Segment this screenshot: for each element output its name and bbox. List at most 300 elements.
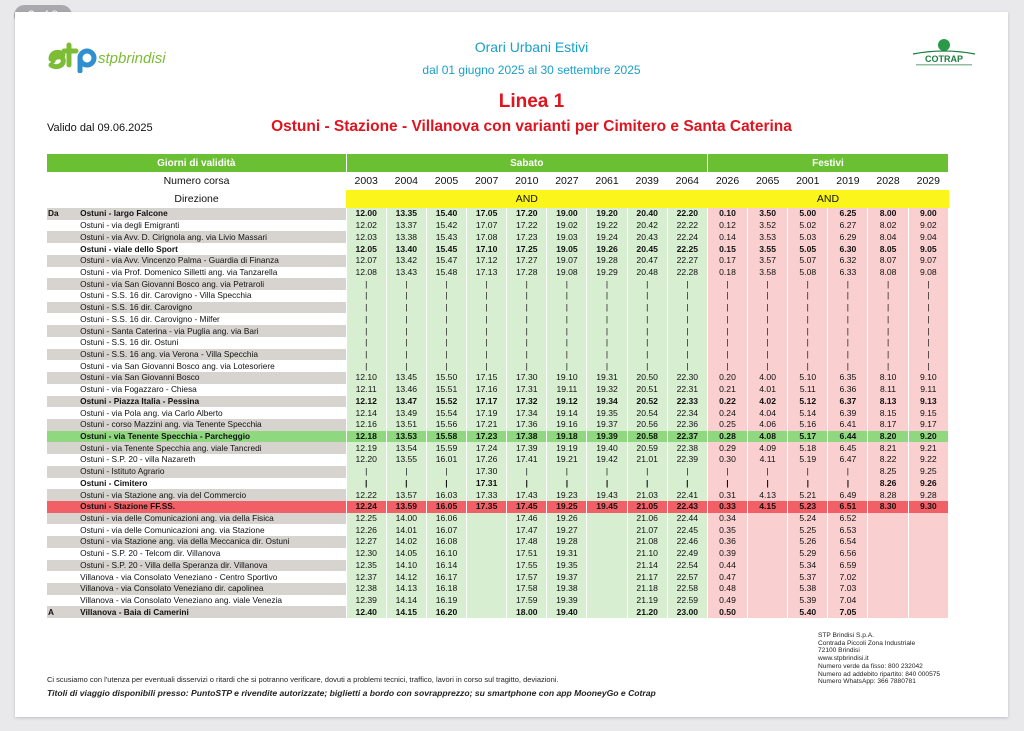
- timetable-row: [47, 267, 949, 279]
- departure-time: |: [828, 302, 868, 314]
- stop-name: Ostuni - Stazione FF.SS.: [77, 501, 346, 513]
- departure-time: [587, 571, 627, 583]
- departure-time: 22.39: [667, 454, 707, 466]
- departure-time: 16.19: [426, 595, 466, 607]
- timetable-row: [47, 243, 949, 255]
- departure-time: 17.51: [507, 548, 547, 560]
- departure-time: 19.16: [547, 419, 587, 431]
- departure-time: [467, 606, 507, 618]
- departure-time: 0.34: [707, 513, 747, 525]
- departure-time: 13.38: [386, 231, 426, 243]
- timetable-row: [47, 571, 949, 583]
- departure-time: 3.55: [748, 243, 788, 255]
- departure-time: 19.10: [547, 372, 587, 384]
- departure-time: |: [467, 278, 507, 290]
- departure-time: 0.14: [707, 231, 747, 243]
- stop-name: Ostuni - via San Giovanni Bosco ang. via Lotesoriere: [77, 360, 346, 372]
- departure-time: 17.07: [467, 220, 507, 232]
- departure-time: |: [547, 337, 587, 349]
- departure-time: |: [547, 278, 587, 290]
- departure-time: |: [828, 360, 868, 372]
- departure-time: 8.02: [868, 220, 908, 232]
- stop-name: Villanova - via Consolato Veneziano - Centro Sportivo: [77, 571, 346, 583]
- departure-time: 5.00: [788, 208, 828, 220]
- departure-time: 14.05: [386, 548, 426, 560]
- departure-time: |: [426, 278, 466, 290]
- departure-time: 5.25: [788, 524, 828, 536]
- departure-time: 22.27: [667, 255, 707, 267]
- departure-time: 6.30: [828, 243, 868, 255]
- departure-time: 5.39: [788, 595, 828, 607]
- departure-time: 16.17: [426, 571, 466, 583]
- departure-time: 12.25: [346, 513, 386, 525]
- tickets-note: Titoli di viaggio disponibili presso: PuntoSTP e rivendite autorizzate; biglietti a bordo con sovrapprezzo; su smartphone con app MooneyGo e Cotrap: [47, 688, 656, 698]
- departure-time: 8.00: [868, 208, 908, 220]
- departure-time: 22.58: [667, 583, 707, 595]
- departure-time: 21.03: [627, 489, 667, 501]
- timetable-row: [47, 208, 949, 220]
- departure-time: 12.02: [346, 220, 386, 232]
- departure-time: |: [868, 313, 908, 325]
- departure-time: 0.17: [707, 255, 747, 267]
- departure-time: 8.08: [868, 267, 908, 279]
- pdf-page: [15, 12, 1008, 717]
- departure-time: [868, 513, 908, 525]
- departure-time: |: [868, 337, 908, 349]
- departure-time: |: [908, 278, 948, 290]
- departure-time: |: [587, 349, 627, 361]
- stop-name: Ostuni - S.S. 16 dir. Carovigno: [77, 302, 346, 314]
- departure-time: 22.20: [667, 208, 707, 220]
- departure-time: |: [748, 278, 788, 290]
- departure-time: 17.30: [467, 466, 507, 478]
- departure-time: |: [386, 360, 426, 372]
- departure-time: 17.33: [467, 489, 507, 501]
- departure-time: 22.38: [667, 442, 707, 454]
- departure-time: 17.46: [507, 513, 547, 525]
- departure-time: [467, 536, 507, 548]
- departure-time: 21.20: [627, 606, 667, 618]
- departure-time: |: [627, 278, 667, 290]
- timetable-row: [47, 407, 949, 419]
- row-prefix: [47, 513, 77, 525]
- departure-time: 9.08: [908, 267, 948, 279]
- departure-time: |: [828, 325, 868, 337]
- departure-time: 17.38: [507, 431, 547, 443]
- departure-time: |: [587, 325, 627, 337]
- departure-time: |: [667, 278, 707, 290]
- departure-time: 22.22: [667, 220, 707, 232]
- departure-time: 8.20: [868, 431, 908, 443]
- departure-time: [868, 595, 908, 607]
- departure-time: 22.28: [667, 267, 707, 279]
- departure-time: [748, 548, 788, 560]
- departure-time: |: [748, 349, 788, 361]
- departure-time: [587, 560, 627, 572]
- departure-time: 17.23: [507, 231, 547, 243]
- departure-time: 19.32: [587, 384, 627, 396]
- departure-time: 13.54: [386, 442, 426, 454]
- departure-time: 3.58: [748, 267, 788, 279]
- departure-time: 0.29: [707, 442, 747, 454]
- departure-time: 6.59: [828, 560, 868, 572]
- departure-time: |: [788, 290, 828, 302]
- departure-time: 4.00: [748, 372, 788, 384]
- departure-time: 9.13: [908, 396, 948, 408]
- departure-time: |: [707, 337, 747, 349]
- departure-time: 17.13: [467, 267, 507, 279]
- departure-time: |: [467, 313, 507, 325]
- departure-time: 17.31: [507, 384, 547, 396]
- departure-time: 4.06: [748, 419, 788, 431]
- departure-time: 0.50: [707, 606, 747, 618]
- timetable-row: [47, 278, 949, 290]
- row-prefix: [47, 384, 77, 396]
- timetable-row: [47, 560, 949, 572]
- departure-time: 6.32: [828, 255, 868, 267]
- departure-time: 19.23: [547, 489, 587, 501]
- timetable-row: [47, 501, 949, 513]
- departure-time: 15.50: [426, 372, 466, 384]
- departure-time: 8.30: [868, 501, 908, 513]
- departure-time: |: [547, 325, 587, 337]
- row-prefix: [47, 571, 77, 583]
- row-prefix: [47, 466, 77, 478]
- departure-time: |: [627, 325, 667, 337]
- departure-time: 19.25: [547, 501, 587, 513]
- departure-time: |: [748, 466, 788, 478]
- departure-time: 19.19: [547, 442, 587, 454]
- departure-time: 17.35: [467, 501, 507, 513]
- departure-time: 5.38: [788, 583, 828, 595]
- row-prefix: [47, 337, 77, 349]
- timetable-row: [47, 325, 949, 337]
- row-prefix: [47, 536, 77, 548]
- departure-time: |: [507, 360, 547, 372]
- departure-time: |: [788, 325, 828, 337]
- departure-time: 19.07: [547, 255, 587, 267]
- departure-time: [587, 524, 627, 536]
- departure-time: 8.28: [868, 489, 908, 501]
- row-prefix: [47, 548, 77, 560]
- departure-time: [587, 548, 627, 560]
- departure-time: |: [467, 302, 507, 314]
- departure-time: 20.40: [627, 208, 667, 220]
- departure-time: |: [908, 349, 948, 361]
- departure-time: |: [748, 290, 788, 302]
- departure-time: 5.05: [788, 243, 828, 255]
- departure-time: 12.18: [346, 431, 386, 443]
- timetable-row: [47, 583, 949, 595]
- corsa-number: 2010: [507, 172, 547, 190]
- departure-time: |: [707, 478, 747, 490]
- address-line: Numero verde da fisso: 800 232042: [818, 662, 923, 670]
- departure-time: |: [346, 337, 386, 349]
- timetable-row: [47, 606, 949, 618]
- departure-time: 12.08: [346, 267, 386, 279]
- departure-time: 17.25: [507, 243, 547, 255]
- sabato-label: Sabato: [346, 154, 707, 172]
- departure-time: |: [667, 466, 707, 478]
- departure-time: 21.18: [627, 583, 667, 595]
- address-line: www.stpbrindisi.it: [818, 655, 869, 663]
- departure-time: [868, 583, 908, 595]
- stop-name: Ostuni - Istituto Agrario: [77, 466, 346, 478]
- address-line: Contrada Piccoli Zona Industriale: [818, 639, 916, 647]
- departure-time: 17.43: [507, 489, 547, 501]
- departure-time: 16.18: [426, 583, 466, 595]
- departure-time: |: [868, 278, 908, 290]
- departure-time: |: [386, 302, 426, 314]
- departure-time: 7.04: [828, 595, 868, 607]
- departure-time: 4.13: [748, 489, 788, 501]
- stop-name: Ostuni - via Avv. Vincenzo Palma - Guardia di Finanza: [77, 255, 346, 267]
- corsa-number: 2005: [426, 172, 466, 190]
- stop-name: Ostuni - via degli Emigranti: [77, 220, 346, 232]
- departure-time: |: [426, 290, 466, 302]
- departure-time: [467, 595, 507, 607]
- row-prefix: [47, 419, 77, 431]
- row-prefix: [47, 278, 77, 290]
- address-line: Numero ad addebito ripartito: 840 000575: [818, 670, 941, 678]
- departure-time: 9.26: [908, 478, 948, 490]
- departure-time: 7.03: [828, 583, 868, 595]
- row-prefix: [47, 442, 77, 454]
- timetable-row: [47, 489, 949, 501]
- departure-time: |: [386, 337, 426, 349]
- departure-time: 17.12: [467, 255, 507, 267]
- departure-time: 19.14: [547, 407, 587, 419]
- departure-time: 5.24: [788, 513, 828, 525]
- departure-time: [908, 548, 948, 560]
- departure-time: 0.44: [707, 560, 747, 572]
- stop-name: Ostuni - S.S. 16 dir. Carovigno - Villa Specchia: [77, 290, 346, 302]
- departure-time: |: [707, 325, 747, 337]
- departure-time: |: [627, 349, 667, 361]
- departure-time: [908, 513, 948, 525]
- departure-time: 12.19: [346, 442, 386, 454]
- stop-name: Ostuni - corso Mazzini ang. via Tenente Specchia: [77, 419, 346, 431]
- apology-note: Ci scusiamo con l'utenza per eventuali disservizi o ritardi che si potranno verificare, dovuti a problemi tecnici, traffico, lavori in corso sul tragitto, deviazioni.: [47, 675, 559, 684]
- departure-time: 20.59: [627, 442, 667, 454]
- departure-time: 22.25: [667, 243, 707, 255]
- corsa-number: 2004: [386, 172, 426, 190]
- departure-time: |: [507, 313, 547, 325]
- departure-time: 9.02: [908, 220, 948, 232]
- departure-time: 22.31: [667, 384, 707, 396]
- departure-time: 22.41: [667, 489, 707, 501]
- departure-time: 19.08: [547, 267, 587, 279]
- departure-time: 17.21: [467, 419, 507, 431]
- departure-time: 17.08: [467, 231, 507, 243]
- departure-time: 0.39: [707, 548, 747, 560]
- departure-time: |: [386, 278, 426, 290]
- departure-time: 6.36: [828, 384, 868, 396]
- departure-time: |: [828, 349, 868, 361]
- departure-time: 19.42: [587, 454, 627, 466]
- departure-time: 6.35: [828, 372, 868, 384]
- departure-time: 13.45: [386, 372, 426, 384]
- departure-time: 13.47: [386, 396, 426, 408]
- departure-time: 21.10: [627, 548, 667, 560]
- row-prefix: [47, 220, 77, 232]
- timetable-body: [47, 208, 949, 618]
- timetable-row: [47, 454, 949, 466]
- row-prefix: A: [47, 606, 77, 618]
- departure-time: 4.02: [748, 396, 788, 408]
- company-address: [818, 632, 940, 686]
- departure-time: |: [707, 313, 747, 325]
- timetable-row: [47, 396, 949, 408]
- departure-time: 12.00: [346, 208, 386, 220]
- departure-time: 12.24: [346, 501, 386, 513]
- row-prefix: [47, 501, 77, 513]
- departure-time: 0.21: [707, 384, 747, 396]
- departure-time: 5.16: [788, 419, 828, 431]
- departure-time: 22.34: [667, 407, 707, 419]
- departure-time: 13.57: [386, 489, 426, 501]
- departure-time: 13.49: [386, 407, 426, 419]
- row-prefix: [47, 489, 77, 501]
- row-prefix: [47, 431, 77, 443]
- row-prefix: Da: [47, 208, 77, 220]
- departure-time: |: [547, 466, 587, 478]
- departure-time: |: [667, 478, 707, 490]
- departure-time: 8.11: [868, 384, 908, 396]
- departure-time: 15.48: [426, 267, 466, 279]
- departure-time: 5.21: [788, 489, 828, 501]
- departure-time: |: [627, 466, 667, 478]
- departure-time: 15.43: [426, 231, 466, 243]
- departure-time: 20.42: [627, 220, 667, 232]
- departure-time: 12.39: [346, 595, 386, 607]
- departure-time: 12.38: [346, 583, 386, 595]
- departure-time: |: [828, 290, 868, 302]
- departure-time: 13.37: [386, 220, 426, 232]
- row-prefix: [47, 396, 77, 408]
- departure-time: 19.27: [547, 524, 587, 536]
- corsa-number: 2007: [467, 172, 507, 190]
- departure-time: [748, 524, 788, 536]
- timetable-row: [47, 290, 949, 302]
- departure-time: |: [707, 466, 747, 478]
- departure-time: |: [587, 360, 627, 372]
- departure-time: 15.54: [426, 407, 466, 419]
- departure-time: 12.07: [346, 255, 386, 267]
- departure-time: 8.22: [868, 454, 908, 466]
- departure-time: |: [587, 290, 627, 302]
- departure-time: 6.37: [828, 396, 868, 408]
- row-prefix: [47, 524, 77, 536]
- departure-time: |: [667, 360, 707, 372]
- departure-time: 16.14: [426, 560, 466, 572]
- departure-time: |: [426, 478, 466, 490]
- row-prefix: [47, 231, 77, 243]
- departure-time: 21.06: [627, 513, 667, 525]
- festivi-label: Festivi: [707, 154, 948, 172]
- departure-time: |: [386, 290, 426, 302]
- departure-time: 19.24: [587, 231, 627, 243]
- stop-name: Ostuni - Cimitero: [77, 478, 346, 490]
- departure-time: |: [707, 290, 747, 302]
- departure-time: 20.54: [627, 407, 667, 419]
- row-prefix: [47, 454, 77, 466]
- departure-time: [467, 560, 507, 572]
- stop-name: Ostuni - via San Giovanni Bosco: [77, 372, 346, 384]
- departure-time: |: [386, 349, 426, 361]
- departure-time: 9.22: [908, 454, 948, 466]
- stop-name: Ostuni - via delle Comunicazioni ang. via della Fisica: [77, 513, 346, 525]
- departure-time: 9.21: [908, 442, 948, 454]
- departure-time: 13.55: [386, 454, 426, 466]
- departure-time: 17.39: [507, 442, 547, 454]
- departure-time: 19.37: [547, 571, 587, 583]
- departure-time: |: [547, 349, 587, 361]
- departure-time: 3.53: [748, 231, 788, 243]
- corsa-number: 2028: [868, 172, 908, 190]
- row-prefix: [47, 302, 77, 314]
- timetable: [47, 154, 949, 618]
- departure-time: 9.17: [908, 419, 948, 431]
- row-prefix: [47, 407, 77, 419]
- departure-time: 22.59: [667, 595, 707, 607]
- departure-time: [868, 571, 908, 583]
- departure-time: 4.04: [748, 407, 788, 419]
- departure-time: 19.29: [587, 267, 627, 279]
- departure-time: 8.25: [868, 466, 908, 478]
- stop-name: Ostuni - via Pola ang. via Carlo Alberto: [77, 407, 346, 419]
- departure-time: 5.26: [788, 536, 828, 548]
- departure-time: 5.17: [788, 431, 828, 443]
- stop-name: Ostuni - via Avv. D. Cirignola ang. via Livio Massari: [77, 231, 346, 243]
- departure-time: 13.40: [386, 243, 426, 255]
- departure-time: 6.53: [828, 524, 868, 536]
- departure-time: |: [788, 360, 828, 372]
- departure-time: 8.07: [868, 255, 908, 267]
- row-prefix: [47, 255, 77, 267]
- departure-time: 13.35: [386, 208, 426, 220]
- departure-time: 4.15: [748, 501, 788, 513]
- timetable-row: [47, 466, 949, 478]
- departure-time: 5.02: [788, 220, 828, 232]
- departure-time: |: [346, 302, 386, 314]
- departure-time: |: [627, 478, 667, 490]
- timetable-row: [47, 337, 949, 349]
- departure-time: 22.24: [667, 231, 707, 243]
- departure-time: 17.45: [507, 501, 547, 513]
- departure-time: [868, 560, 908, 572]
- departure-time: [868, 606, 908, 618]
- departure-time: 9.25: [908, 466, 948, 478]
- row-prefix: [47, 583, 77, 595]
- departure-time: |: [748, 313, 788, 325]
- corsa-number: 2001: [788, 172, 828, 190]
- departure-time: |: [426, 325, 466, 337]
- departure-time: 17.23: [467, 431, 507, 443]
- stop-name: Ostuni - S.P. 20 - villa Nazareth: [77, 454, 346, 466]
- departure-time: 17.34: [507, 407, 547, 419]
- departure-time: 19.05: [547, 243, 587, 255]
- departure-time: 19.02: [547, 220, 587, 232]
- departure-time: 19.34: [587, 396, 627, 408]
- row-prefix: [47, 325, 77, 337]
- departure-time: 14.14: [386, 595, 426, 607]
- departure-time: 19.20: [587, 208, 627, 220]
- departure-time: |: [547, 360, 587, 372]
- departure-time: [748, 560, 788, 572]
- departure-time: |: [828, 278, 868, 290]
- departure-time: 17.30: [507, 372, 547, 384]
